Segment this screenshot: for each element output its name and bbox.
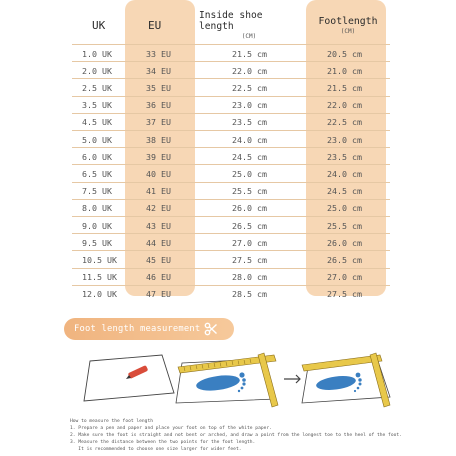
size-chart-table xyxy=(72,6,390,302)
instruction-line: 2. Make sure the foot is straight and not bent or arched, and draw a point from the longest toe to the heel of the foot. xyxy=(70,433,402,439)
header-uk: UK xyxy=(92,18,106,32)
cell-uk: 2.5 UK xyxy=(82,82,112,93)
cell-inside: 24.5 cm xyxy=(232,151,267,162)
cell-uk: 12.0 UK xyxy=(82,289,117,300)
cell-uk: 9.5 UK xyxy=(82,237,112,248)
cell-foot: 25.0 cm xyxy=(327,203,362,214)
cell-foot: 23.5 cm xyxy=(327,151,362,162)
cell-uk: 6.5 UK xyxy=(82,168,112,179)
cell-uk: 10.5 UK xyxy=(82,254,117,265)
cell-uk: 7.5 UK xyxy=(82,186,112,197)
cell-inside: 26.5 cm xyxy=(232,220,267,231)
measured-foot-illustration xyxy=(302,353,390,407)
cell-eu: 39 EU xyxy=(146,151,171,162)
cell-foot: 27.5 cm xyxy=(327,289,362,300)
cell-inside: 24.0 cm xyxy=(232,134,267,145)
header-inside-title: Inside shoe length xyxy=(199,10,263,32)
cell-uk: 9.0 UK xyxy=(82,220,112,231)
table-row xyxy=(72,113,390,131)
header-eu: EU xyxy=(148,18,162,32)
cell-eu: 38 EU xyxy=(146,134,171,145)
cell-eu: 45 EU xyxy=(146,254,171,265)
cell-inside: 27.0 cm xyxy=(232,237,267,248)
cell-eu: 43 EU xyxy=(146,220,171,231)
cell-eu: 34 EU xyxy=(146,65,171,76)
cell-foot: 21.5 cm xyxy=(327,82,362,93)
paper-and-pen-illustration xyxy=(84,355,174,401)
instruction-line: 1. Prepare a pen and paper and place your foot on top of the white paper. xyxy=(70,426,272,432)
header-foot-unit: (CM) xyxy=(340,27,356,35)
cell-uk: 2.0 UK xyxy=(82,65,112,76)
cell-inside: 28.5 cm xyxy=(232,289,267,300)
measurement-banner xyxy=(64,318,234,340)
table-row xyxy=(72,130,390,148)
cell-uk: 8.0 UK xyxy=(82,203,112,214)
instruction-line: 3. Measure the distance between the two points for the foot length. xyxy=(70,440,256,446)
cell-inside: 22.5 cm xyxy=(232,82,267,93)
cell-eu: 44 EU xyxy=(146,237,171,248)
table-row xyxy=(72,78,390,96)
cell-eu: 47 EU xyxy=(146,289,171,300)
cell-foot: 24.0 cm xyxy=(327,168,362,179)
cell-foot: 25.5 cm xyxy=(327,220,362,231)
cell-inside: 22.0 cm xyxy=(232,65,267,76)
cell-eu: 37 EU xyxy=(146,117,171,128)
cell-uk: 11.5 UK xyxy=(82,272,117,283)
foot-on-ruler-illustration xyxy=(176,353,278,407)
cell-foot: 21.0 cm xyxy=(327,65,362,76)
cell-inside: 25.0 cm xyxy=(232,168,267,179)
arrow-icon xyxy=(284,375,300,383)
cell-inside: 23.5 cm xyxy=(232,117,267,128)
cell-foot: 26.5 cm xyxy=(327,254,362,265)
cell-eu: 42 EU xyxy=(146,203,171,214)
table-row xyxy=(72,216,390,234)
instruction-line: It is recommended to choose one size larger for wider feet. xyxy=(70,447,242,453)
table-row xyxy=(72,268,390,286)
table-row xyxy=(72,199,390,217)
cell-inside: 26.0 cm xyxy=(232,203,267,214)
cell-eu: 36 EU xyxy=(146,100,171,111)
cell-foot: 24.5 cm xyxy=(327,186,362,197)
table-row xyxy=(72,96,390,114)
cell-foot: 20.5 cm xyxy=(327,48,362,59)
cell-foot: 27.0 cm xyxy=(327,272,362,283)
header-foot xyxy=(308,6,388,44)
table-row xyxy=(72,164,390,182)
cell-uk: 4.5 UK xyxy=(82,117,112,128)
cell-inside: 21.5 cm xyxy=(232,48,267,59)
cell-eu: 33 EU xyxy=(146,48,171,59)
header-inside-unit: (CM) xyxy=(241,33,257,40)
instruction-line: How to measure the foot length xyxy=(70,419,153,424)
table-header xyxy=(72,6,390,44)
scissors-icon xyxy=(204,322,218,336)
cell-foot: 23.0 cm xyxy=(327,134,362,145)
cell-foot: 26.0 cm xyxy=(327,237,362,248)
table-row xyxy=(72,182,390,200)
cell-inside: 28.0 cm xyxy=(232,272,267,283)
cell-eu: 35 EU xyxy=(146,82,171,93)
cell-inside: 25.5 cm xyxy=(232,186,267,197)
cell-uk: 1.0 UK xyxy=(82,48,112,59)
cell-uk: 5.0 UK xyxy=(82,134,112,145)
banner-title: Foot length measurement xyxy=(74,324,201,334)
measurement-illustration xyxy=(78,345,394,415)
cell-eu: 41 EU xyxy=(146,186,171,197)
table-row xyxy=(72,250,390,268)
cell-inside: 27.5 cm xyxy=(232,254,267,265)
table-row xyxy=(72,233,390,251)
table-row xyxy=(72,285,390,303)
table-row xyxy=(72,61,390,79)
table-row xyxy=(72,44,390,62)
header-foot-title: Footlength xyxy=(318,15,378,27)
header-inside xyxy=(199,6,299,44)
table-row xyxy=(72,147,390,165)
cell-uk: 6.0 UK xyxy=(82,151,112,162)
cell-eu: 46 EU xyxy=(146,272,171,283)
measurement-instructions xyxy=(70,418,450,453)
cell-eu: 40 EU xyxy=(146,168,171,179)
cell-foot: 22.0 cm xyxy=(327,100,362,111)
cell-inside: 23.0 cm xyxy=(232,100,267,111)
cell-foot: 22.5 cm xyxy=(327,117,362,128)
cell-uk: 3.5 UK xyxy=(82,100,112,111)
